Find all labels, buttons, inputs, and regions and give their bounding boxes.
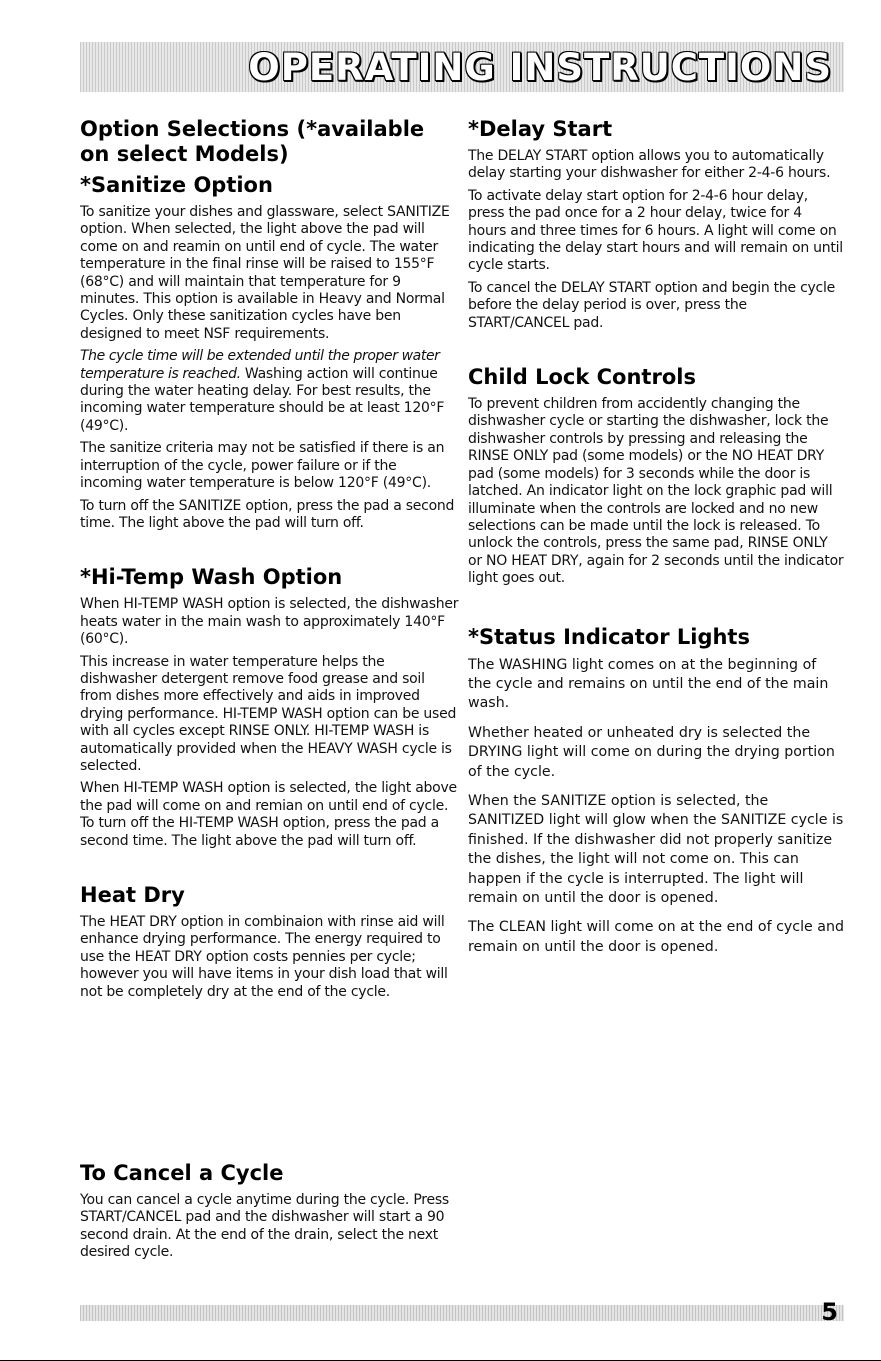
- delay-start-paragraph-2: To activate delay start option for 2-4-6 hour delay, press the pad once for a 2 hour delay, twice for 4 hours and three times for 6 hours. A light will come on indicating the delay start hours and will remain on until cycle starts.: [468, 187, 843, 274]
- status-lights-section: [468, 625, 844, 958]
- hi-temp-section: [80, 565, 460, 850]
- heat-dry-heading: Heat Dry: [80, 883, 185, 907]
- hi-temp-paragraph-2: This increase in water temperature helps the dishwasher detergent remove food grease and soil from dishes more effectively and aids in improved drying performance. HI-TEMP WASH option can be used with all cycles except RINSE ONLY. HI-TEMP WASH is automatically provided when the HEAVY WASH cycle is selected.: [80, 653, 457, 774]
- delay-start-paragraph-3: To cancel the DELAY START option and begin the cycle before the delay period is over, press the START/CANCEL pad.: [468, 279, 836, 331]
- sanitize-paragraph-2: [80, 348, 460, 435]
- delay-start-section: [468, 117, 844, 332]
- child-lock-paragraph-1: To prevent children from accidently changing the dishwasher cycle or starting the dishwasher, lock the dishwasher controls by pressing and releasing the RINSE ONLY pad (some models) or the NO HEAT DRY pad (some models) for 3 seconds while the door is latched. An indicator light on the lock graphic pad will illuminate when the controls are locked and no new selections can be made until the lock is released. To unlock the controls, press the same pad, RINSE ONLY or NO HEAT DRY, again for 2 seconds until the indicator light goes out.: [468, 396, 844, 587]
- heat-dry-paragraph-1: The HEAT DRY option in combinaion with rinse aid will enhance drying performance. The energy required to use the HEAT DRY option costs pennies per cycle; however you will have items in your dish load that will not be completely dry at the end of the cycle.: [80, 914, 448, 1000]
- left-column: [80, 117, 460, 1006]
- status-lights-paragraph-2: Whether heated or unheated dry is selected the DRYING light will come on during the drying portion of the cycle.: [468, 724, 835, 780]
- right-column: [468, 117, 844, 967]
- delay-start-paragraph-1: The DELAY START option allows you to automatically delay starting your dishwasher for either 2-4-6 hours.: [468, 148, 831, 182]
- sanitize-heading: *Sanitize Option: [80, 173, 273, 197]
- cancel-cycle-heading: To Cancel a Cycle: [80, 1161, 284, 1185]
- cancel-cycle-paragraph-1: You can cancel a cycle anytime during the cycle. Press START/CANCEL pad and the dishwasher will start a 90 second drain. At the end of the drain, select the next desired cycle.: [80, 1192, 449, 1261]
- option-selections-heading: Option Selections (*available on select Models): [80, 117, 425, 166]
- sanitize-paragraph-2-rest: Washing action will continue during the water heating delay. For best results, the incoming water temperature should be at least 120°F (49°C).: [80, 365, 445, 434]
- page-title: OPERATING INSTRUCTIONS: [248, 46, 832, 89]
- sanitize-paragraph-4: To turn off the SANITIZE option, press the pad a second time. The light above the pad will turn off.: [80, 497, 455, 531]
- status-lights-paragraph-4: The CLEAN light will come on at the end of cycle and remain on until the door is opened.: [468, 919, 844, 955]
- status-lights-heading: *Status Indicator Lights: [468, 624, 750, 649]
- hi-temp-paragraph-1: When HI-TEMP WASH option is selected, the dishwasher heats water in the main wash to approximately 140°F (60°C).: [80, 596, 459, 648]
- hi-temp-heading: *Hi-Temp Wash Option: [80, 565, 343, 590]
- sanitize-paragraph-1: To sanitize your dishes and glassware, select SANITIZE option. When selected, the light above the pad will come on and reamin on until end of cycle. The water temperature in the final rinse will be raised to 155°F (68°C) and will maintain that temperature for 9 minutes. This option is available in Heavy and Normal Cycles. Only these sanitization cycles have ben designed to meet NSF requirements.: [80, 204, 450, 342]
- status-lights-paragraph-3: When the SANITIZE option is selected, the SANITIZED light will glow when the SANITIZE cycle is finished. If the dishwasher did not properly sanitize the dishes, the light will not come on. This can happen if the cycle is interrupted. The light will remain on until the door is opened.: [468, 792, 844, 906]
- header-banner: [80, 42, 844, 92]
- child-lock-heading: Child Lock Controls: [468, 365, 696, 390]
- page-number: 5: [821, 1298, 838, 1326]
- hi-temp-paragraph-3: When HI-TEMP WASH option is selected, the light above the pad will come on and remian on until end of cycle. To turn off the HI-TEMP WASH option, press the pad a second time. The light above the pad will turn off.: [80, 780, 457, 849]
- cancel-cycle-section: [80, 1161, 470, 1267]
- status-lights-paragraph-1: The WASHING light comes on at the beginning of the cycle and remains on until the end of the main wash.: [468, 656, 829, 712]
- sanitize-section: [80, 173, 460, 532]
- delay-start-heading: *Delay Start: [468, 117, 613, 141]
- child-lock-section: [468, 365, 844, 587]
- heat-dry-section: [80, 883, 460, 1001]
- sanitize-italic-note: The cycle time will be extended until the proper water temperature is reached.: [80, 348, 440, 382]
- footer-bar: [80, 1298, 844, 1326]
- sanitize-paragraph-3: The sanitize criteria may not be satisfied if there is an interruption of the cycle, power failure or if the incoming water temperature is below 120°F (49°C).: [80, 440, 445, 492]
